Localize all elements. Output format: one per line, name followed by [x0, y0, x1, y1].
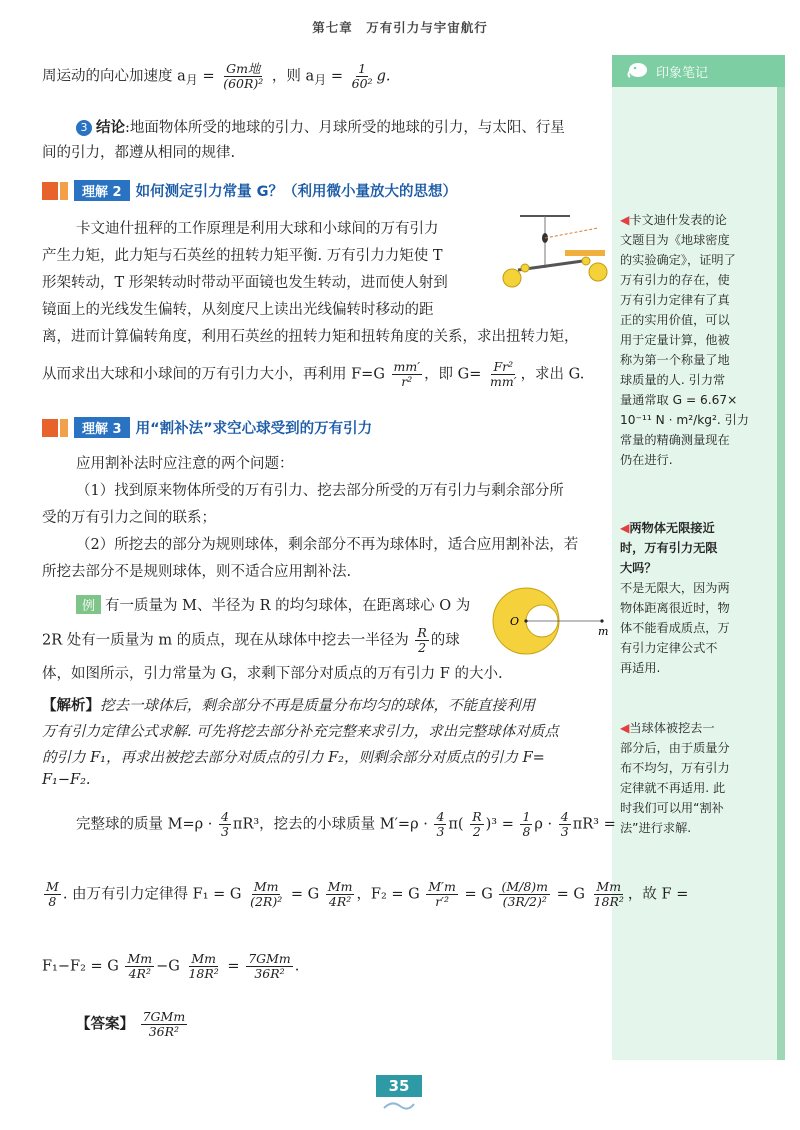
solution-line-4: F₁−F₂. [42, 772, 91, 788]
text: :地面物体所受的地球的引力、月球所受的地球的引力，与太阳、行星 [125, 120, 565, 136]
notes-title: 印象笔记 [656, 65, 709, 81]
answer-line [76, 1010, 189, 1039]
chapter-header: 第七章 万有引力与宇宙航行 [312, 20, 488, 35]
fraction [125, 952, 154, 981]
note-line: 万有引力定律有了真 [620, 293, 730, 307]
note-line: 正的实用价值，可以 [620, 313, 730, 327]
label-O: O [510, 615, 520, 628]
fraction [141, 1010, 188, 1039]
num: Mm [253, 879, 279, 894]
hollow-sphere-figure [490, 585, 612, 657]
den: 8 [48, 893, 57, 909]
den: r² [401, 373, 413, 389]
result-line [42, 952, 299, 981]
section-3-heading [42, 417, 372, 438]
mass-line [76, 810, 616, 839]
den: 36R² [254, 965, 285, 981]
text: 有一质量为 M、半径为 R 的均匀球体，在距离球心 O 为 [105, 598, 471, 614]
den: 3 [560, 823, 569, 839]
text: ，故 F = [627, 886, 689, 903]
text: = G [459, 886, 493, 903]
s3-intro: 应用割补法时应注意的两个问题： [76, 456, 294, 472]
fraction [592, 880, 626, 909]
den: 36R² [148, 1023, 180, 1039]
book-icon-page [60, 419, 68, 437]
s2-formula-line [42, 360, 584, 389]
text: 周运动的向心加速度 a [42, 68, 186, 85]
text: πR³ = [572, 816, 616, 833]
triangle-icon: ◀ [620, 521, 630, 535]
num: Gm地 [226, 61, 261, 76]
note-line: 体不能看成质点，万 [620, 621, 730, 635]
section-title: 如何测定引力常量 G？（利用微小量放大的思想） [135, 184, 458, 200]
book-icon [42, 182, 58, 200]
text: 两物体无限接近 [629, 521, 715, 535]
text: ，F₂ = G [356, 886, 420, 903]
scale [565, 250, 605, 256]
den: 4R² [128, 965, 151, 981]
num: Mm [596, 879, 622, 894]
triangle-icon: ◀ [620, 721, 630, 735]
big-ball-left [503, 269, 521, 287]
text: = [326, 68, 348, 85]
note-line [620, 518, 772, 538]
num: 4 [436, 809, 445, 824]
fraction [415, 626, 428, 655]
den: 2 [472, 823, 481, 839]
den: 2 [418, 639, 427, 655]
text: = G [552, 886, 585, 903]
center-point [524, 619, 527, 622]
s2-line-4: 离，进而计算偏转角度，利用石英丝的扭转力矩和扭转角度的关系，求出扭转力矩， [42, 329, 579, 345]
note-cavendish [620, 210, 772, 470]
s2-line-0: 卡文迪什扭秤的工作原理是利用大球和小球间的万有引力 [76, 221, 439, 237]
torsion-balance-figure [500, 208, 610, 318]
text: F₁−F₂ = G [42, 958, 119, 975]
solution-line-2: 万有引力定律公式求解. 可先将挖去部分补充完整来求引力，求出完整球体对质点 [42, 724, 559, 740]
den: 8 [522, 823, 531, 839]
num: 7GMm [248, 951, 291, 966]
num: R [472, 809, 482, 824]
light-ray [545, 228, 598, 238]
fraction [186, 952, 220, 981]
fraction [488, 360, 519, 389]
book-icon-page [60, 182, 68, 200]
den: 4R² [328, 893, 352, 909]
s2-line-3: 镜面上的光线发生偏转，从刻度尺上读出光线偏转时移动的距 [42, 302, 434, 318]
den: 18R² [188, 965, 219, 981]
num: M′m [428, 879, 456, 894]
den: 3 [436, 823, 445, 839]
gravity-line [42, 880, 688, 909]
note-line: 布不均匀，万有引力 [620, 761, 730, 775]
section-tag: 理解 3 [74, 417, 130, 438]
den: mm′ [490, 373, 517, 389]
conclusion-label: 结论 [96, 120, 125, 136]
fraction [248, 880, 284, 909]
s2-line-2: 形架转动，T 形架转动时带动平面镜也发生转动，进而使人射到 [42, 275, 448, 291]
sub: 月 [314, 73, 327, 88]
example-line-3: 体，如图所示，引力常量为 G，求剩下部分对质点的万有引力 F 的大小. [42, 666, 503, 682]
text: 从而求出大球和小球间的万有引力大小，再利用 F=G [42, 366, 385, 383]
text: 挖去一球体后，剩余部分不再是质量分布均匀的球体，不能直接利用 [100, 698, 535, 714]
note-line: 部分后，由于质量分 [620, 741, 730, 755]
note-line: 定律就不再适用. 此 [620, 781, 726, 795]
fraction [434, 810, 446, 839]
s3-p1a: （1）找到原来物体所受的万有引力、挖去部分所受的万有引力与剩余部分所 [76, 483, 564, 499]
label-m: m [598, 625, 609, 638]
note-line: 大吗？ [620, 561, 657, 575]
fraction [350, 62, 375, 91]
num: R [417, 625, 427, 640]
text: g. [376, 68, 391, 85]
note-line: 球质量的人. 引力常 [620, 373, 726, 387]
text: ，则 a [271, 68, 315, 85]
answer-label: 【答案】 [76, 1016, 134, 1033]
text: ，求出 G. [520, 366, 585, 383]
den: (60R)² [223, 75, 264, 91]
num: Mm [327, 879, 353, 894]
num: 4 [220, 809, 229, 824]
wave-ornament-icon [382, 1100, 416, 1112]
num: Fr² [493, 359, 514, 374]
notes-header [612, 55, 785, 87]
conclusion-line-2: 间的引力，都遵从相同的规律. [42, 145, 236, 161]
note-cutfill [620, 718, 772, 838]
centripetal-line [42, 62, 390, 91]
text: = G [286, 886, 320, 903]
s3-p1b: 受的万有引力之间的联系； [42, 510, 216, 526]
num: 4 [560, 809, 569, 824]
s3-p2b: 所挖去部分不是规则球体，则不适合应用割补法. [42, 564, 352, 580]
triangle-icon: ◀ [620, 213, 630, 227]
fraction [520, 810, 532, 839]
text: = [222, 958, 245, 975]
text: 完整球的质量 M=ρ · [76, 816, 217, 833]
num: 1 [522, 809, 531, 824]
section-2-heading [42, 180, 457, 201]
example-line-1 [76, 594, 470, 615]
den: 3 [220, 823, 229, 839]
section-tag: 理解 2 [74, 180, 130, 201]
s3-p2a: （2）所挖去的部分为规则球体，剩余部分不再为球体时，适合应用割补法，若 [76, 537, 579, 553]
fraction [326, 880, 355, 909]
sub: 月 [185, 73, 198, 88]
note-line: 万有引力的存在，使 [620, 273, 730, 287]
s2-line-1: 产生力矩，此力矩与石英丝的扭转力矩平衡. 万有引力力矩使 T [42, 248, 443, 264]
note-line: 称为第一个称量了地 [620, 353, 730, 367]
note-line: 不是无限大，因为两 [620, 581, 730, 595]
example-tag: 例 [76, 595, 101, 614]
sidebar-edge-tab [777, 75, 785, 1060]
fraction [221, 62, 265, 91]
note-line: 时我们可以用“割补 [620, 801, 724, 815]
den: 60² [351, 75, 373, 91]
text: 卡文迪什发表的论 [629, 213, 727, 227]
num: mm′ [393, 359, 421, 374]
small-ball-left [521, 264, 529, 272]
note-line [620, 210, 772, 230]
note-line: 文题目为《地球密度 [620, 233, 730, 247]
num: 7GMm [142, 1009, 186, 1024]
note-line: 量通常取 G = 6.67× [620, 393, 738, 407]
note-line: 的实验确定》，证明了 [620, 253, 736, 267]
circle-number-icon: 3 [76, 120, 92, 136]
page-number: 35 [376, 1075, 422, 1097]
text: ，即 G= [424, 366, 482, 383]
den: (2R)² [250, 893, 283, 909]
conclusion-line-1 [76, 116, 565, 137]
text: 2R 处有一质量为 m 的质点，现在从球体中挖去一半径为 [42, 632, 409, 649]
fraction [470, 810, 483, 839]
note-line: 10⁻¹¹ N · m²/kg². 引力 [620, 413, 749, 427]
num: Mm [191, 951, 216, 966]
note-line: 法”进行求解. [620, 821, 692, 835]
note-infinite [620, 518, 772, 678]
solution-label: 【解析】 [42, 698, 100, 714]
fraction [392, 360, 423, 389]
note-line: 再适用. [620, 661, 661, 675]
text: )³ = [485, 816, 519, 833]
text: . [294, 958, 300, 975]
num: (M/8)m [501, 879, 549, 894]
note-line: 物体距离很近时，物 [620, 601, 730, 615]
text: 的球 [430, 632, 460, 649]
section-title: 用“割补法”求空心球受到的万有引力 [135, 421, 373, 437]
elephant-icon [626, 59, 650, 83]
particle-point [600, 619, 603, 622]
solution-line-3: 的引力 F₁，再求出被挖去部分对质点的引力 F₂，则剩余部分对质点的引力 F= [42, 750, 545, 766]
fraction [246, 952, 293, 981]
note-line: 时，万有引力无限 [620, 541, 718, 555]
num: 1 [358, 61, 367, 76]
text: −G [156, 958, 180, 975]
note-line [620, 718, 772, 738]
big-ball-right [589, 263, 607, 281]
den: 18R² [593, 893, 624, 909]
fraction [426, 880, 458, 909]
solution-line-1 [42, 694, 535, 715]
fraction [559, 810, 571, 839]
num: Mm [127, 951, 153, 966]
fraction [219, 810, 231, 839]
fraction [44, 880, 61, 909]
note-line: 用于定量计算，他被 [620, 333, 730, 347]
den: r′² [435, 893, 450, 909]
text: 当球体被挖去一 [629, 721, 715, 735]
text: = [197, 68, 220, 85]
note-line: 有引力定律公式不 [620, 641, 718, 655]
note-line: 仍在进行. [620, 453, 673, 467]
text: ρ · [534, 816, 557, 833]
fraction [499, 880, 550, 909]
text: π( [448, 816, 464, 833]
book-icon [42, 419, 58, 437]
num: M [46, 879, 59, 894]
text: . 由万有引力定律得 F₁ = G [62, 886, 242, 903]
example-line-2 [42, 626, 460, 655]
note-line: 常量的精确测量现在 [620, 433, 730, 447]
text: πR³，挖去的小球质量 M′=ρ · [232, 816, 433, 833]
small-ball-right [582, 257, 590, 265]
den: (3R/2)² [502, 893, 547, 909]
